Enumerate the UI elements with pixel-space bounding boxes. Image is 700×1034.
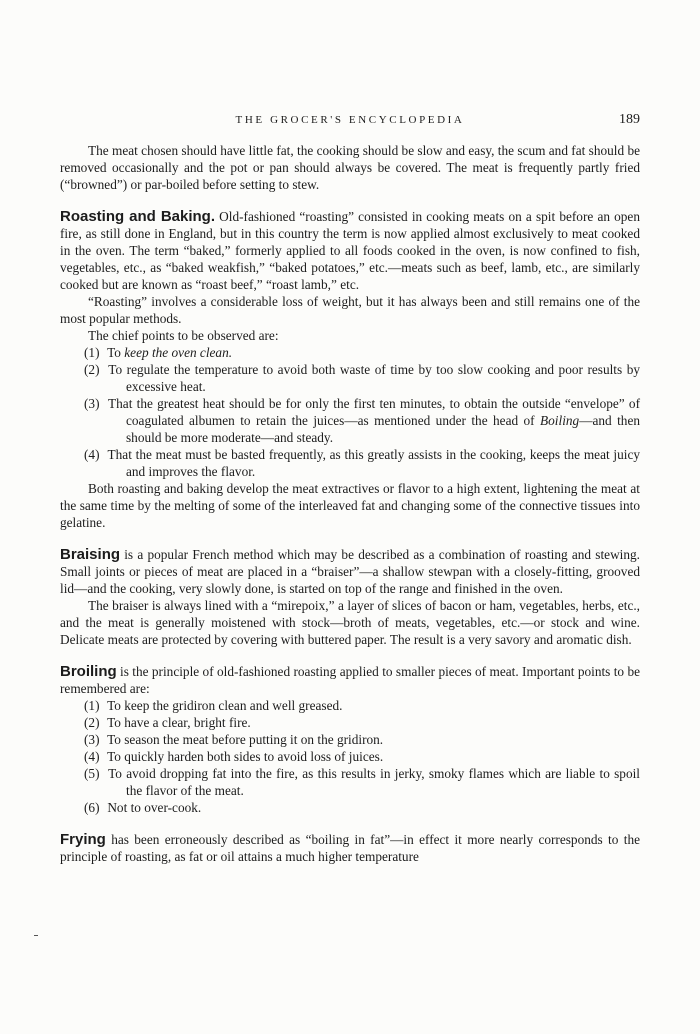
list-item: (3) To season the meat before putting it on the gridiron. (84, 732, 384, 747)
roasting-points-list (60, 344, 640, 480)
braising-paragraph-2: The braiser is always lined with a “mirepoix,” a layer of slices of bacon or ham, vegetables, herbs, etc., and the meat is generally moistened with stock—broth of meats, vegetables, etc.—or stock and wine. Delicate meats are protected by covering with buttered paper. The result is a very savory and aromatic dish. (60, 598, 640, 647)
running-header (60, 112, 640, 130)
margin-mark (34, 935, 38, 936)
list-item: (1) To keep the gridiron clean and well greased. (84, 698, 343, 713)
broiling-heading: Broiling (60, 663, 117, 680)
section-roasting (60, 208, 640, 531)
frying-heading: Frying (60, 831, 106, 848)
section-braising (60, 546, 640, 648)
roasting-paragraph-1: Roasting and Baking. Old-fashioned “roasting” consisted in cooking meats on a spit before an open fire, as still done in England, but in this country the term is now applied almost exclusively to meat cooked in the oven. The term “baked,” formerly applied to all foods cooked in the oven, is now confined to fish, vegetables, etc., as “baked weakfish,” “baked potatoes,” etc.—meats such as beef, lamb, etc., are similarly cooked but are known as “roast beef,” “roast lamb,” etc. (60, 208, 640, 292)
list-item: (1) To keep the oven clean. (84, 345, 233, 360)
frying-paragraph-1: Frying has been erroneously described as “boiling in fat”—in effect it more nearly corresponds to the principle of roasting, as fat or oil attains a much higher temperature (60, 831, 640, 864)
page-body (60, 142, 640, 865)
intro-paragraph: The meat chosen should have little fat, the cooking should be slow and easy, the scum and fat should be removed occasionally and the pot or pan should always be covered. The meat is frequently partly fried (“browned”) or par-boiled before setting to stew. (60, 143, 640, 192)
list-item: (2) To regulate the temperature to avoid both waste of time by too slow cooking and poor results by excessive heat. (84, 362, 640, 394)
page-number: 189 (619, 112, 640, 127)
list-item: (4) That the meat must be basted frequently, as this greatly assists in the cooking, keeps the meat juicy and improves the flavor. (84, 447, 640, 479)
list-item: (2) To have a clear, bright fire. (84, 715, 251, 730)
section-frying (60, 831, 640, 865)
braising-heading: Braising (60, 546, 121, 563)
list-item: (4) To quickly harden both sides to avoid loss of juices. (84, 749, 384, 764)
roasting-heading: Roasting and Baking. (60, 208, 216, 225)
broiling-paragraph-1: Broiling is the principle of old-fashioned roasting applied to smaller pieces of meat. Important points to be remembered are: (60, 663, 640, 696)
running-title: THE GROCER'S ENCYCLOPEDIA (235, 114, 465, 126)
list-item: (6) Not to over-cook. (84, 800, 202, 815)
section-broiling (60, 663, 640, 816)
list-item: (3) That the greatest heat should be for only the first ten minutes, to obtain the outside “envelope” of coagulated albumen to retain the juices—as mentioned under the head of Boiling—and then should be more moderate—and steady. (84, 396, 640, 445)
broiling-points-list (60, 697, 640, 816)
roasting-paragraph-3: The chief points to be observed are: (88, 328, 279, 343)
roasting-paragraph-2: “Roasting” involves a considerable loss of weight, but it has always been and still remains one of the most popular methods. (60, 294, 640, 326)
braising-paragraph-1: Braising is a popular French method which may be described as a combination of roasting and stewing. Small joints or pieces of meat are placed in a “braiser”—a shallow stewpan with a closely-fitting, grooved lid—and the cooking, very slowly done, is started on top of the range and finished in the oven. (60, 546, 640, 596)
list-item: (5) To avoid dropping fat into the fire, as this results in jerky, smoky flames which are liable to spoil the flavor of the meat. (84, 766, 640, 798)
roasting-paragraph-4: Both roasting and baking develop the meat extractives or flavor to a high extent, lightening the meat at the same time by the melting of some of the interleaved fat and changing some of the connective tissues into gelatine. (60, 481, 640, 530)
